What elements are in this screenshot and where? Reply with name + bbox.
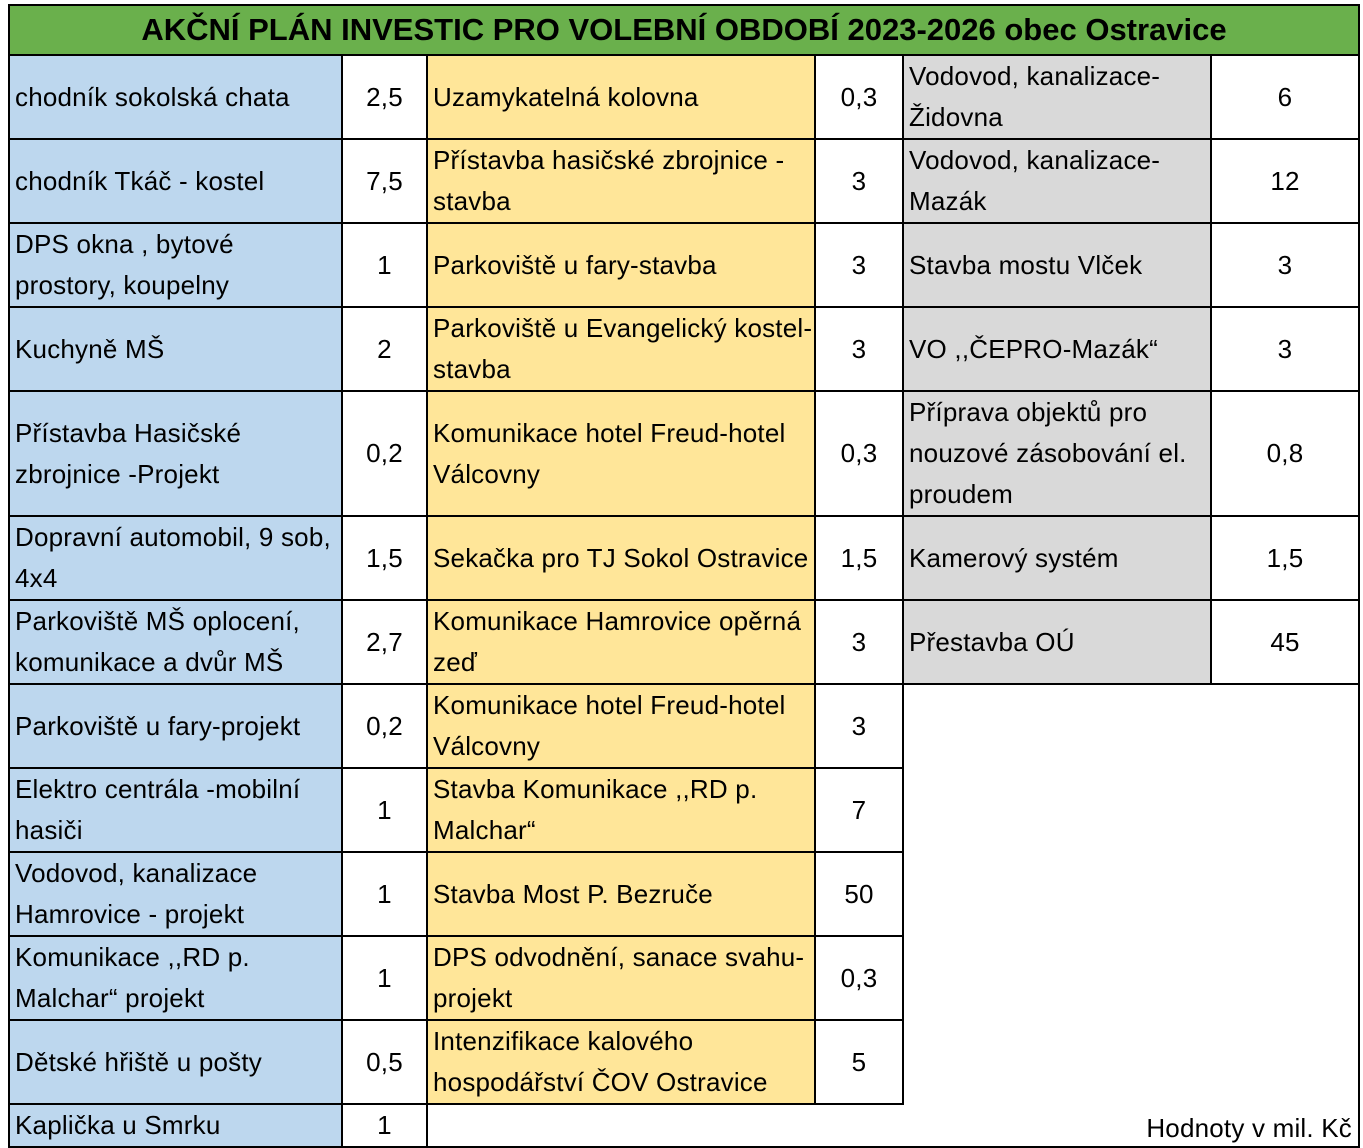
col2-item-value: 7	[815, 768, 903, 852]
title-row	[9, 5, 1359, 55]
col2-item-name: Přístavba hasičské zbrojnice - stavba	[427, 139, 815, 223]
col2-item-name: Uzamykatelná kolovna	[427, 55, 815, 139]
col2-item-value: 3	[815, 223, 903, 307]
col2-item-value: 0,3	[815, 55, 903, 139]
col2-item-value: 0,3	[815, 936, 903, 1020]
table-row	[9, 307, 1359, 391]
table-row	[9, 139, 1359, 223]
col1-item-value: 1,5	[342, 516, 427, 600]
units-note: Hodnoty v mil. Kč	[427, 1104, 1359, 1147]
col2-item-name: Sekačka pro TJ Sokol Ostravice	[427, 516, 815, 600]
col2-item-value: 5	[815, 1020, 903, 1104]
col1-item-value: 1	[342, 936, 427, 1020]
col1-item-name: chodník Tkáč - kostel	[9, 139, 342, 223]
col3-item-name: Přestavba OÚ	[903, 600, 1211, 684]
col3-item-value: 0,8	[1211, 391, 1359, 516]
col1-item-value: 0,5	[342, 1020, 427, 1104]
col1-item-value: 1	[342, 1104, 427, 1147]
col1-item-value: 2,7	[342, 600, 427, 684]
table-row	[9, 516, 1359, 600]
col1-item-name: Komunikace ,,RD p. Malchar“ projekt	[9, 936, 342, 1020]
col1-item-name: Parkoviště MŠ oplocení, komunikace a dvůr MŠ	[9, 600, 342, 684]
col2-item-value: 3	[815, 600, 903, 684]
table-row	[9, 684, 1359, 768]
col1-item-value: 1	[342, 852, 427, 936]
col1-item-value: 2	[342, 307, 427, 391]
table-row	[9, 55, 1359, 139]
col1-item-value: 1	[342, 223, 427, 307]
table-row	[9, 600, 1359, 684]
col3-item-name: Vodovod, kanalizace-Mazák	[903, 139, 1211, 223]
col2-item-value: 3	[815, 139, 903, 223]
investment-table	[8, 4, 1360, 1148]
table-row	[9, 391, 1359, 516]
col3-item-value: 3	[1211, 307, 1359, 391]
col2-item-name: Komunikace hotel Freud-hotel Válcovny	[427, 391, 815, 516]
col2-item-name: Stavba Most P. Bezruče	[427, 852, 815, 936]
action-plan-document	[8, 4, 1358, 1143]
col3-item-name: Vodovod, kanalizace-Židovna	[903, 55, 1211, 139]
col1-item-value: 2,5	[342, 55, 427, 139]
col2-item-name: Parkoviště u fary-stavba	[427, 223, 815, 307]
col3-item-value: 1,5	[1211, 516, 1359, 600]
col2-item-value: 3	[815, 684, 903, 768]
table-row	[9, 223, 1359, 307]
col1-item-name: Vodovod, kanalizace Hamrovice - projekt	[9, 852, 342, 936]
table-row	[9, 1104, 1359, 1147]
col3-item-name: VO ,,ČEPRO-Mazák“	[903, 307, 1211, 391]
empty-area	[903, 684, 1359, 1104]
col1-item-name: chodník sokolská chata	[9, 55, 342, 139]
col1-item-name: Kuchyně MŠ	[9, 307, 342, 391]
col1-item-value: 0,2	[342, 684, 427, 768]
col1-item-name: Elektro centrála -mobilní hasiči	[9, 768, 342, 852]
col3-item-value: 12	[1211, 139, 1359, 223]
col2-item-name: Komunikace Hamrovice opěrná zeď	[427, 600, 815, 684]
col1-item-name: DPS okna , bytové prostory, koupelny	[9, 223, 342, 307]
col2-item-name: Intenzifikace kalového hospodářství ČOV Ostravice	[427, 1020, 815, 1104]
col1-item-name: Přístavba Hasičské zbrojnice -Projekt	[9, 391, 342, 516]
col2-item-value: 50	[815, 852, 903, 936]
col1-item-value: 1	[342, 768, 427, 852]
col1-item-value: 7,5	[342, 139, 427, 223]
col1-item-name: Kaplička u Smrku	[9, 1104, 342, 1147]
col3-item-name: Stavba mostu Vlček	[903, 223, 1211, 307]
col2-item-value: 0,3	[815, 391, 903, 516]
col2-item-name: Komunikace hotel Freud-hotel Válcovny	[427, 684, 815, 768]
col1-item-name: Dětské hřiště u pošty	[9, 1020, 342, 1104]
col2-item-name: DPS odvodnění, sanace svahu-projekt	[427, 936, 815, 1020]
col3-item-name: Kamerový systém	[903, 516, 1211, 600]
col2-item-name: Stavba Komunikace ,,RD p. Malchar“	[427, 768, 815, 852]
col3-item-value: 45	[1211, 600, 1359, 684]
col2-item-value: 1,5	[815, 516, 903, 600]
page-title: AKČNÍ PLÁN INVESTIC PRO VOLEBNÍ OBDOBÍ 2023-2026 obec Ostravice	[9, 5, 1359, 55]
col1-item-value: 0,2	[342, 391, 427, 516]
col2-item-value: 3	[815, 307, 903, 391]
col3-item-name: Příprava objektů pro nouzové zásobování el. proudem	[903, 391, 1211, 516]
col2-item-name: Parkoviště u Evangelický kostel-stavba	[427, 307, 815, 391]
col3-item-value: 6	[1211, 55, 1359, 139]
col1-item-name: Dopravní automobil, 9 sob, 4x4	[9, 516, 342, 600]
col1-item-name: Parkoviště u fary-projekt	[9, 684, 342, 768]
col3-item-value: 3	[1211, 223, 1359, 307]
